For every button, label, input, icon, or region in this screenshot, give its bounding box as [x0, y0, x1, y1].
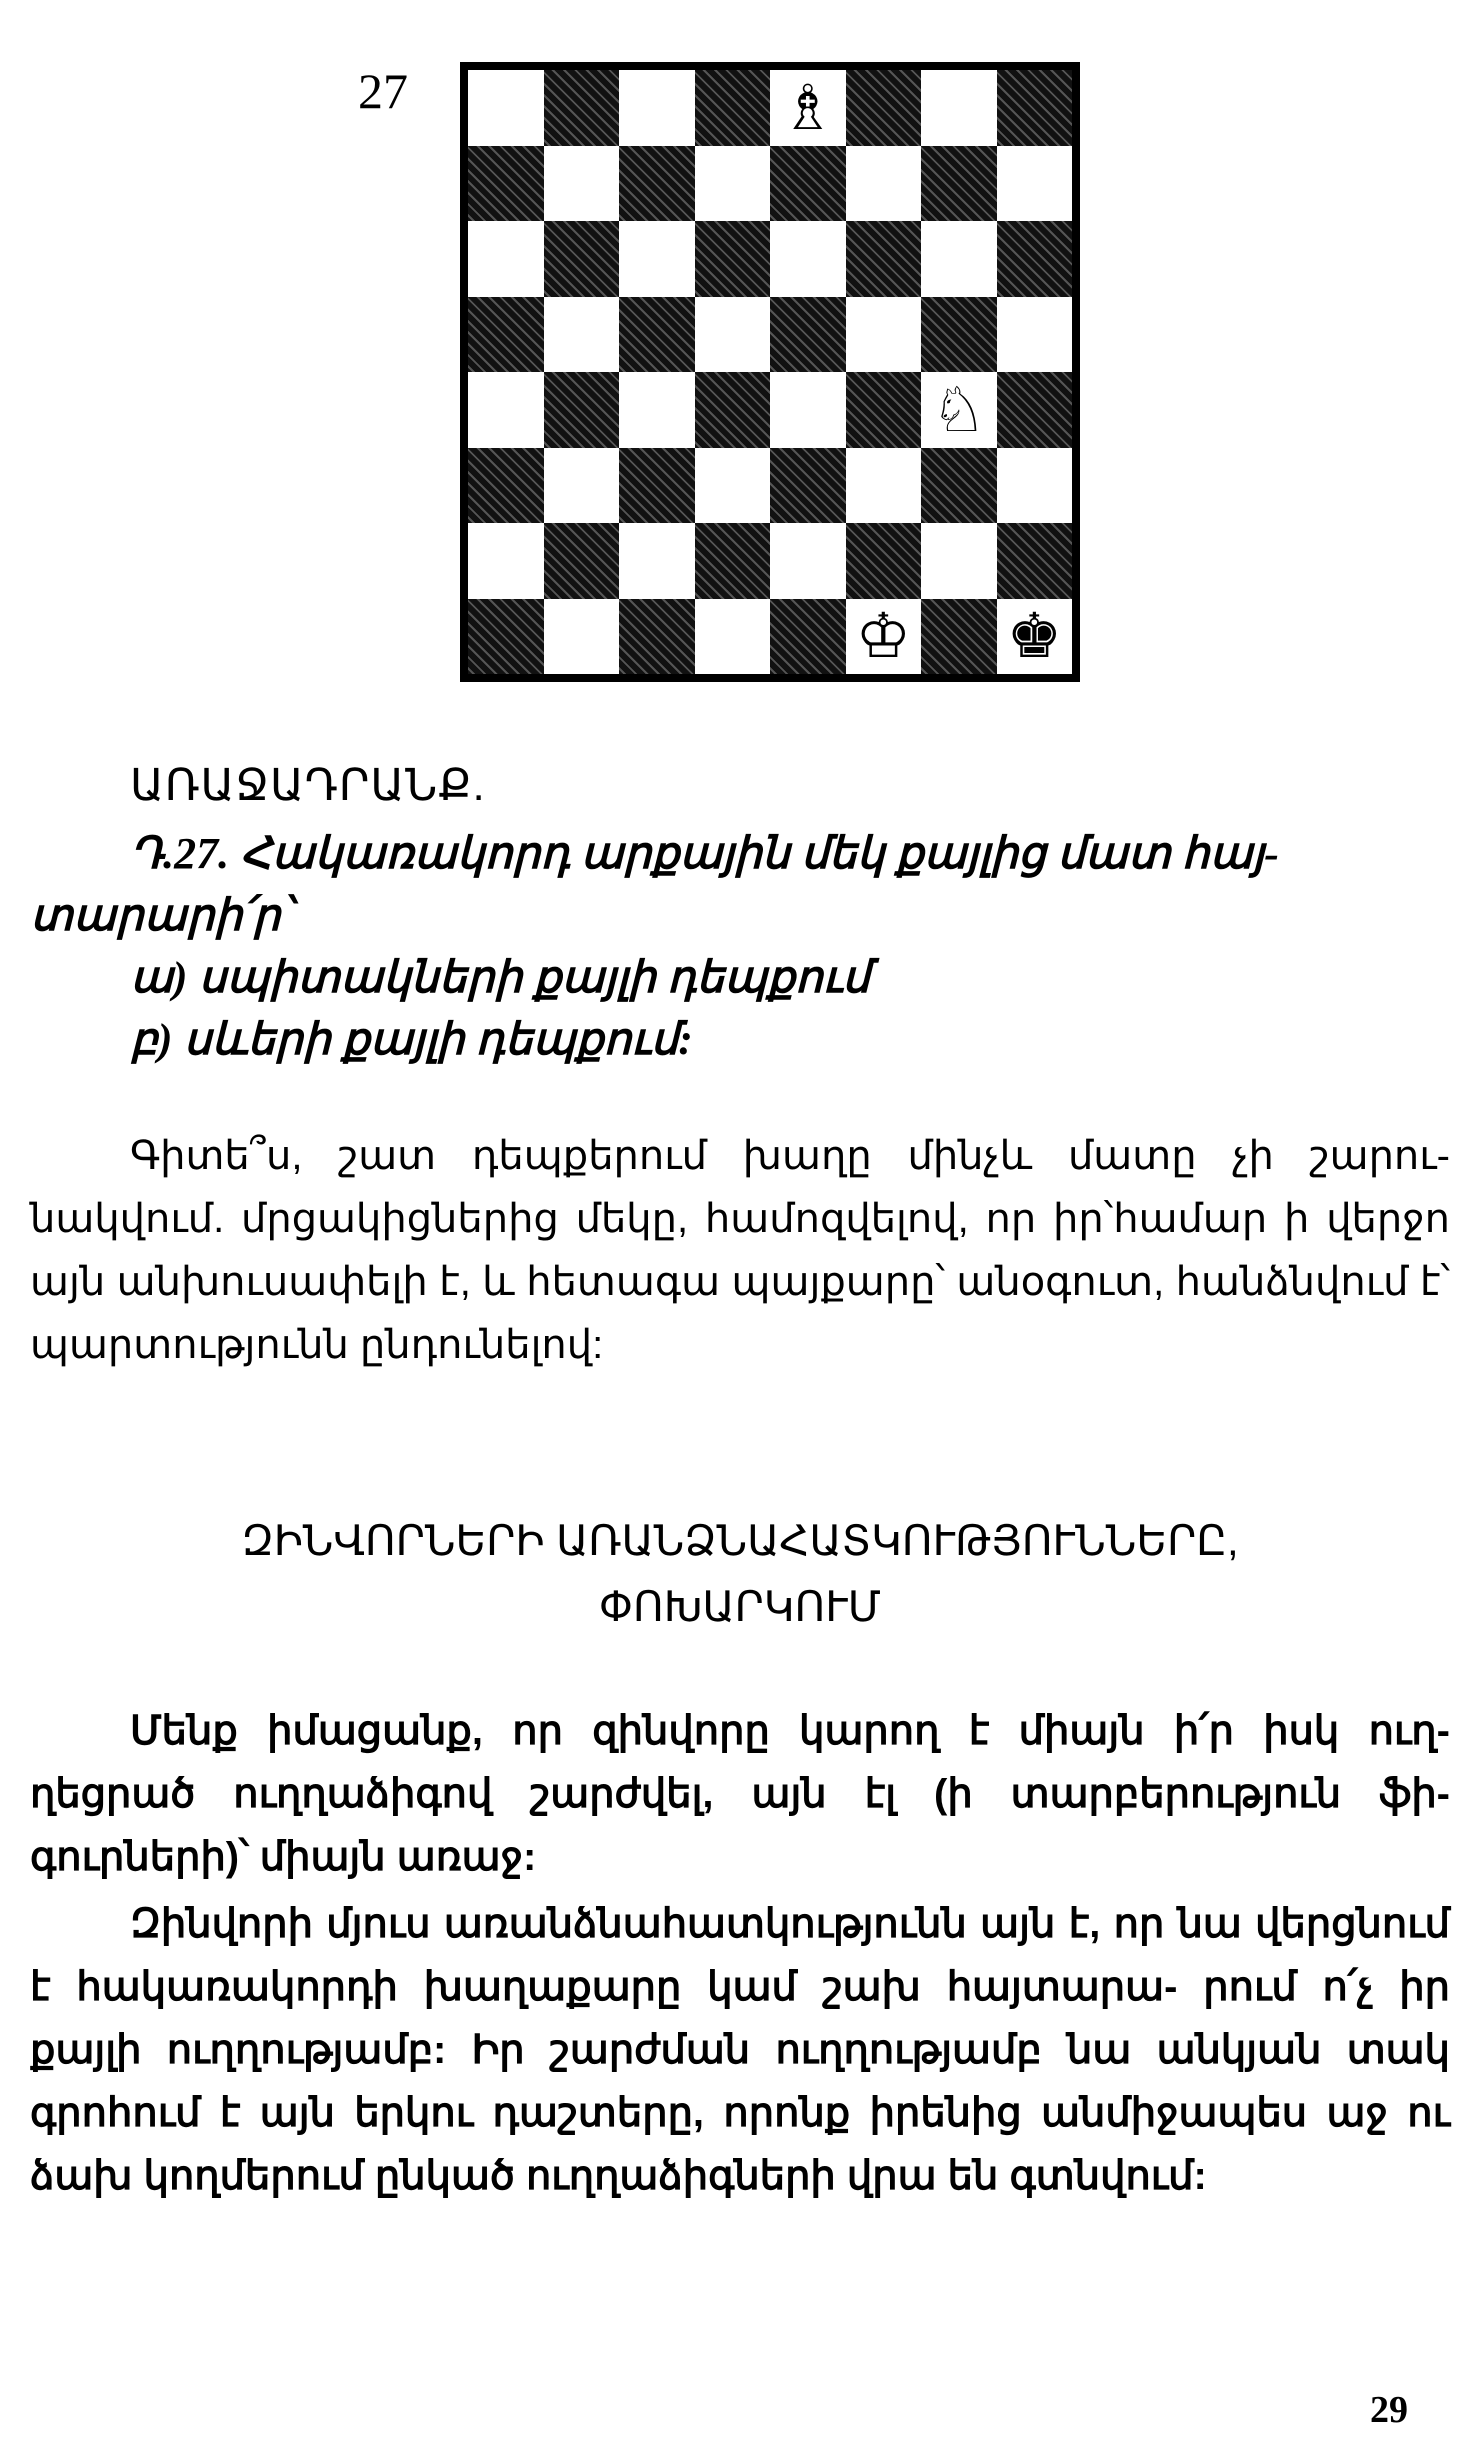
- note-paragraph: Գիտե՞ս, շատ դեպքերում խաղը մինչև մատը չի շարու- նակվում. մրցակիցներից մեկը, համոզվելով, որ իր՝համար ի վերջո այն անխուսափելի է, և հետագա պայքարը՝ անօգուտ, հանձնվում է՝ պարտությունն ընդունելով:: [30, 1134, 1450, 1367]
- board-square: [921, 372, 997, 448]
- board-square: [846, 448, 922, 524]
- board-square: [846, 372, 922, 448]
- board-square: [921, 599, 997, 675]
- board-square: [921, 146, 997, 222]
- board-square: [770, 70, 846, 146]
- board-square: [997, 70, 1073, 146]
- problem-option-b: բ) սևերի քայլի դեպքում:: [130, 1015, 693, 1064]
- board-square: [468, 372, 544, 448]
- board-square: [921, 523, 997, 599]
- board-square: [544, 146, 620, 222]
- board-square: [921, 448, 997, 524]
- board-square: [695, 523, 771, 599]
- board-square: [770, 146, 846, 222]
- board-square: [997, 221, 1073, 297]
- chess-board: [460, 62, 1080, 682]
- page-number: 29: [1370, 2389, 1408, 2431]
- board-square: [846, 599, 922, 675]
- board-square: [468, 221, 544, 297]
- body-paragraph-2: Զինվորի մյուս առանձնահատկությունն այն է, որ նա վերցնում է հակառակորդի խաղաքարը կամ շախ հայտարա- րում ո՛չ իր քայլի ուղղությամբ: Իր շարժման ուղղությամբ նա անկյան տակ գրոհում է այն երկու դաշտերը, որոնք իրենից անմիջապես աջ ու ձախ կողմերում ընկած ուղղաձիգների վրա են գտնվում:: [30, 1902, 1450, 2198]
- board-square: [619, 448, 695, 524]
- board-square: [695, 599, 771, 675]
- board-square: [846, 70, 922, 146]
- board-square: [770, 297, 846, 373]
- board-square: [770, 372, 846, 448]
- white-knight-icon: ♘: [927, 379, 991, 441]
- section-heading-line-2: ՓՈԽԱՐԿՈՒՄ: [598, 1583, 882, 1630]
- board-square: [997, 297, 1073, 373]
- board-square: [619, 372, 695, 448]
- board-square: [770, 221, 846, 297]
- white-bishop-icon: ♗: [776, 77, 840, 139]
- problem-line-1: Դ.27. Հակառակորդ արքային մեկ քայլից մատ հայ-: [130, 829, 1279, 878]
- board-square: [846, 221, 922, 297]
- board-square: [770, 448, 846, 524]
- board-square: [695, 146, 771, 222]
- board-square: [695, 221, 771, 297]
- board-square: [619, 70, 695, 146]
- problem-line-2: տարարի՛ր՝: [30, 891, 291, 940]
- board-square: [846, 523, 922, 599]
- board-square: [997, 599, 1073, 675]
- board-square: [544, 448, 620, 524]
- board-square: [468, 297, 544, 373]
- board-square: [846, 146, 922, 222]
- board-square: [695, 70, 771, 146]
- problem-title: ԱՌԱՋԱԴՐԱՆՔ.: [130, 761, 486, 810]
- section-heading-line-1: ԶԻՆՎՈՐՆԵՐԻ ԱՌԱՆՁՆԱՀԱՏԿՈՒԹՅՈՒՆՆԵՐԸ,: [241, 1517, 1239, 1564]
- board-square: [997, 523, 1073, 599]
- board-square: [468, 599, 544, 675]
- board-square: [619, 146, 695, 222]
- board-square: [619, 221, 695, 297]
- board-square: [468, 523, 544, 599]
- board-square: [770, 523, 846, 599]
- board-square: [619, 523, 695, 599]
- board-square: [997, 146, 1073, 222]
- board-square: [468, 146, 544, 222]
- black-king-icon: ♚: [1002, 605, 1066, 667]
- board-square: [997, 448, 1073, 524]
- board-square: [921, 297, 997, 373]
- board-square: [544, 523, 620, 599]
- board-square: [468, 70, 544, 146]
- board-square: [544, 297, 620, 373]
- problem-option-a: ա) սպիտակների քայլի դեպքում: [130, 953, 870, 1002]
- white-king-icon: ♔: [851, 605, 915, 667]
- body-paragraph-1: Մենք իմացանք, որ զինվորը կարող է միայն ի՛ր իսկ ուղ- ղեցրած ուղղաձիգով շարժվել, այն էլ (ի տարբերություն ֆի- գուրների)՝ միայն առաջ:: [30, 1709, 1451, 1879]
- board-square: [544, 70, 620, 146]
- board-square: [695, 448, 771, 524]
- board-square: [544, 221, 620, 297]
- board-square: [619, 297, 695, 373]
- board-square: [695, 297, 771, 373]
- board-square: [921, 70, 997, 146]
- board-square: [544, 372, 620, 448]
- board-square: [846, 297, 922, 373]
- diagram-number: 27: [358, 63, 408, 119]
- board-grid: [468, 70, 1072, 674]
- board-square: [921, 221, 997, 297]
- board-square: [468, 448, 544, 524]
- board-square: [770, 599, 846, 675]
- board-square: [695, 372, 771, 448]
- board-square: [544, 599, 620, 675]
- board-square: [619, 599, 695, 675]
- board-square: [997, 372, 1073, 448]
